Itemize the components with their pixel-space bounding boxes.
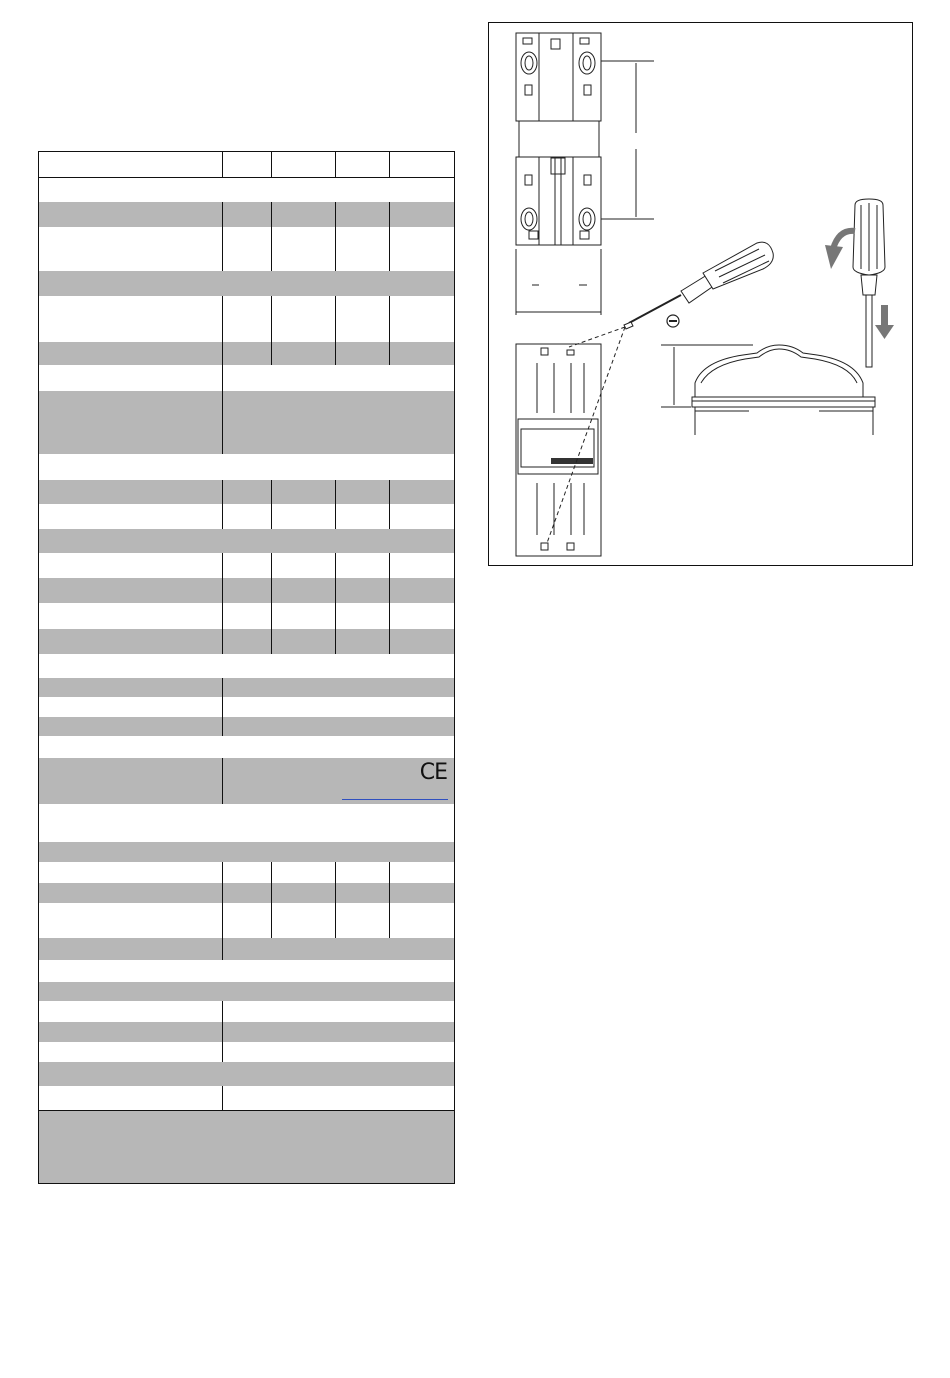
table-row xyxy=(39,1086,454,1111)
installation-drawing xyxy=(488,22,913,566)
table-section-row xyxy=(39,804,454,842)
table-row xyxy=(39,629,454,654)
table-footer-row xyxy=(39,1111,454,1183)
table-row xyxy=(39,883,454,903)
table-row xyxy=(39,903,454,938)
table-section-row xyxy=(39,982,454,1001)
device-side-profile xyxy=(661,345,875,435)
table-section-row xyxy=(39,529,454,553)
table-row xyxy=(39,697,454,717)
table-row xyxy=(39,480,454,504)
table-section-row xyxy=(39,271,454,296)
vertical-screwdriver-icon xyxy=(853,199,885,367)
table-row xyxy=(39,553,454,578)
screwdriver-icon xyxy=(624,242,773,329)
specification-table xyxy=(38,151,455,1184)
minus-circle-icon xyxy=(667,315,679,327)
rotate-arrow-icon xyxy=(825,231,855,269)
table-row xyxy=(39,862,454,883)
table-row xyxy=(39,504,454,529)
table-section-row xyxy=(39,842,454,862)
ce-link-underline[interactable] xyxy=(342,799,448,800)
device-brand-label xyxy=(551,458,593,464)
table-header-row xyxy=(39,152,454,178)
down-arrow-icon xyxy=(875,305,894,339)
table-row xyxy=(39,678,454,697)
device-rear-view xyxy=(516,33,654,315)
table-section-row xyxy=(39,654,454,678)
table-row xyxy=(39,365,454,391)
table-section-row xyxy=(39,1062,454,1086)
table-row xyxy=(39,296,454,342)
table-section-row xyxy=(39,454,454,480)
table-section-row xyxy=(39,178,454,202)
table-row xyxy=(39,1001,454,1022)
table-row xyxy=(39,717,454,736)
table-row xyxy=(39,1042,454,1062)
table-row xyxy=(39,1022,454,1042)
table-row xyxy=(39,227,454,271)
table-row xyxy=(39,603,454,629)
table-row xyxy=(39,578,454,603)
table-row xyxy=(39,202,454,227)
table-section-row xyxy=(39,736,454,758)
table-section-row xyxy=(39,960,454,982)
device-front-view xyxy=(516,327,625,556)
table-row xyxy=(39,342,454,365)
table-row xyxy=(39,938,454,960)
table-row-ce xyxy=(39,758,454,804)
ce-mark-logo: CE xyxy=(419,760,447,785)
table-row xyxy=(39,391,454,454)
